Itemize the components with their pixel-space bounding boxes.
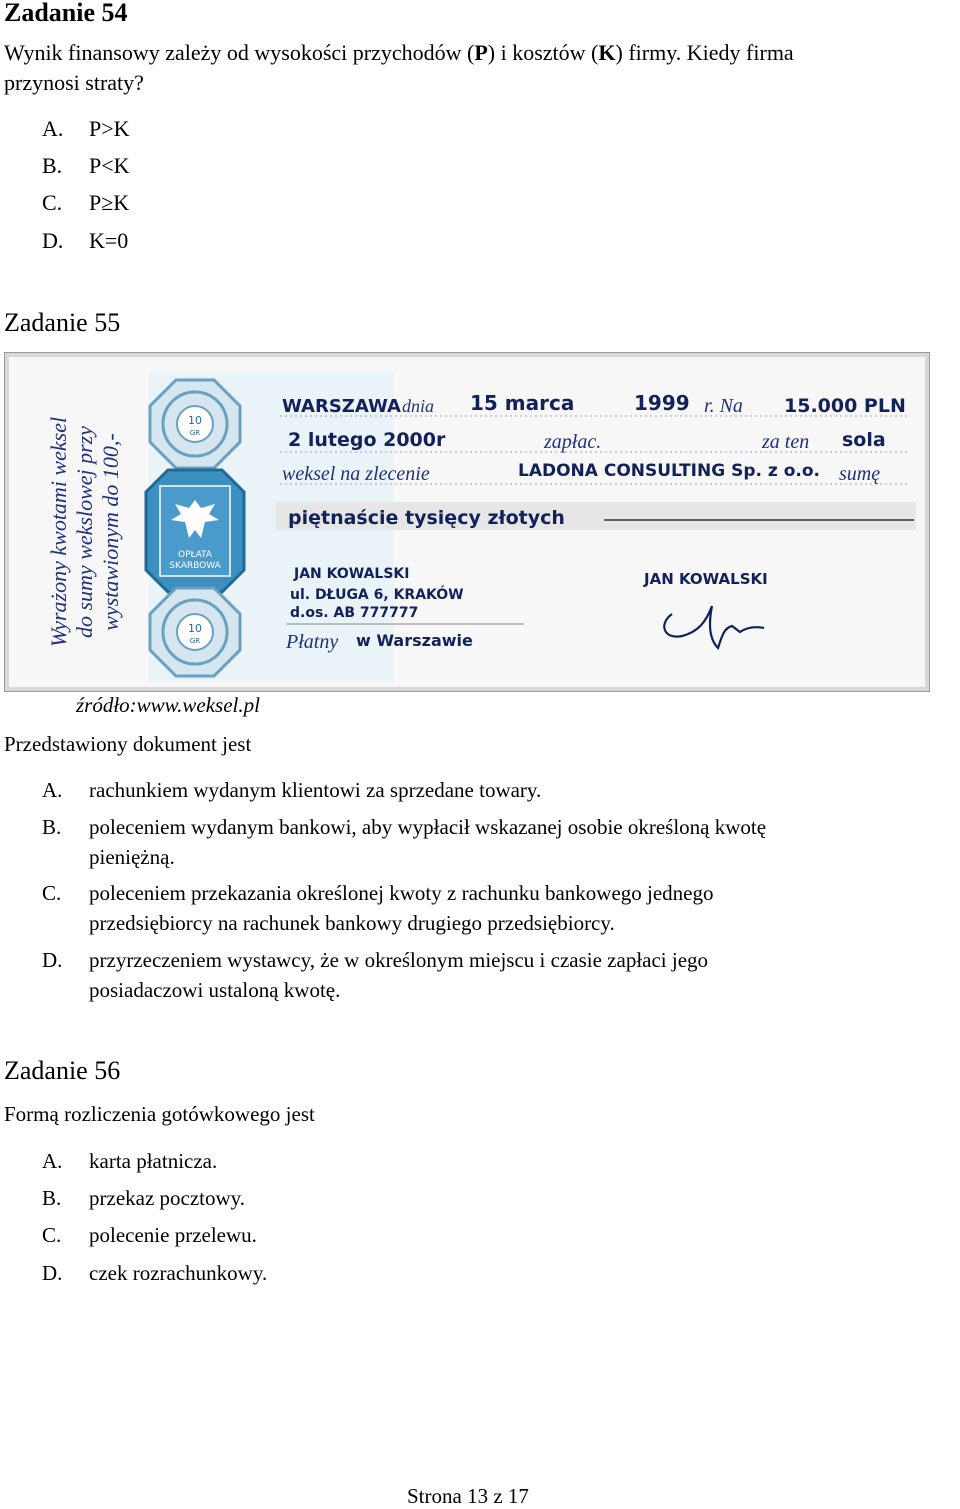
svg-text:10: 10 [188, 622, 202, 635]
svg-text:sola: sola [842, 429, 886, 451]
option-text: P<K [89, 153, 130, 178]
option-text: poleceniem wydanym bankowi, aby wypłacił wskazanej osobie określoną kwotę [89, 815, 767, 839]
option-text: P>K [89, 116, 130, 141]
date-field: 15 marca [470, 391, 575, 415]
task-54-title: Zadanie 54 [4, 0, 128, 27]
task-55-title: Zadanie 55 [4, 308, 121, 337]
place-field: WARSZAWA [282, 396, 401, 417]
drawee-name: JAN KOWALSKI [294, 566, 410, 582]
source-caption: źródło:www.weksel.pl [76, 693, 260, 717]
option-text: K=0 [89, 228, 129, 253]
side-note-line1: Wyrażony kwotami weksel [46, 416, 71, 648]
option-label: C. [42, 1223, 62, 1247]
option-text: poleceniem przekazania określonej kwoty z rachunku bankowego jednego [89, 881, 714, 905]
svg-text:Płatny: Płatny [286, 631, 339, 653]
option-text: przyrzeczeniem wystawcy, że w określonym miejscu i czasie zapłaci jego [89, 948, 709, 972]
option-text: polecenie przelewu. [89, 1223, 257, 1247]
drawee-address: ul. DŁUGA 6, KRAKÓW [290, 587, 464, 603]
option-text: rachunkiem wydanym klientowi za sprzedane towary. [89, 778, 542, 802]
option-text: przekaz pocztowy. [89, 1186, 246, 1210]
option-label: D. [42, 1261, 63, 1285]
stamp-bottom [150, 588, 240, 676]
option-label: C. [42, 881, 62, 905]
signature-name: JAN KOWALSKI [644, 570, 768, 588]
svg-text:za ten: za ten [762, 431, 810, 453]
due-date-field: 2 lutego 2000r [288, 429, 446, 451]
task-56-title: Zadanie 56 [4, 1056, 121, 1085]
svg-text:GR: GR [189, 429, 201, 437]
task-56-question: Formą rozliczenia gotówkowego jest [4, 1102, 315, 1126]
option-label: D. [42, 228, 64, 253]
svg-text:sumę: sumę [839, 463, 881, 485]
option-label: A. [42, 778, 63, 802]
drawee-id: d.os. AB 777777 [290, 605, 419, 621]
option-text: P≥K [89, 190, 130, 215]
option-text: przedsiębiorcy na rachunek bankowy drugiego przedsiębiorcy. [89, 911, 615, 935]
side-note-line3: wystawionym do 100,- [98, 433, 123, 631]
svg-text:dnia: dnia [402, 396, 435, 416]
year-field: 1999 [634, 391, 690, 415]
option-label: A. [42, 1149, 63, 1173]
task-55-question: Przedstawiony dokument jest [4, 732, 252, 756]
task-54-question-line1: Wynik finansowy zależy od wysokości przychodów (P) i kosztów (K) firmy. Kiedy firma [4, 40, 794, 65]
amount-words-field: piętnaście tysięcy złotych [288, 507, 565, 529]
option-label: B. [42, 1186, 62, 1210]
svg-text:zapłac.: zapłac. [544, 431, 602, 453]
payee-field: LADONA CONSULTING Sp. z o.o. [518, 461, 820, 481]
svg-text:w Warszawie: w Warszawie [356, 631, 473, 650]
option-label: B. [42, 815, 62, 839]
page-number: Strona 13 z 17 [407, 1484, 529, 1508]
svg-text:GR: GR [189, 637, 201, 645]
option-text: karta płatnicza. [89, 1149, 218, 1173]
option-text: posiadaczowi ustaloną kwotę. [89, 978, 341, 1002]
amount-field: 15.000 PLN [784, 395, 906, 417]
svg-text:SKARBOWA: SKARBOWA [169, 561, 221, 571]
svg-text:OPŁATA: OPŁATA [178, 550, 212, 560]
task-54-question-line2: przynosi straty? [4, 70, 144, 95]
svg-text:r. Na: r. Na [704, 395, 743, 417]
svg-text:weksel na zlecenie: weksel na zlecenie [282, 463, 430, 485]
option-label: D. [42, 948, 63, 972]
option-text: czek rozrachunkowy. [89, 1261, 268, 1285]
stamp-eagle [146, 470, 244, 592]
option-label: B. [42, 153, 63, 178]
option-label: C. [42, 190, 63, 215]
svg-text:10: 10 [188, 414, 202, 427]
bill-of-exchange-image [4, 352, 930, 692]
option-label: A. [42, 116, 64, 141]
option-text: pieniężną. [89, 845, 175, 869]
side-note-line2: do sumy wekslowej przy [72, 425, 97, 639]
